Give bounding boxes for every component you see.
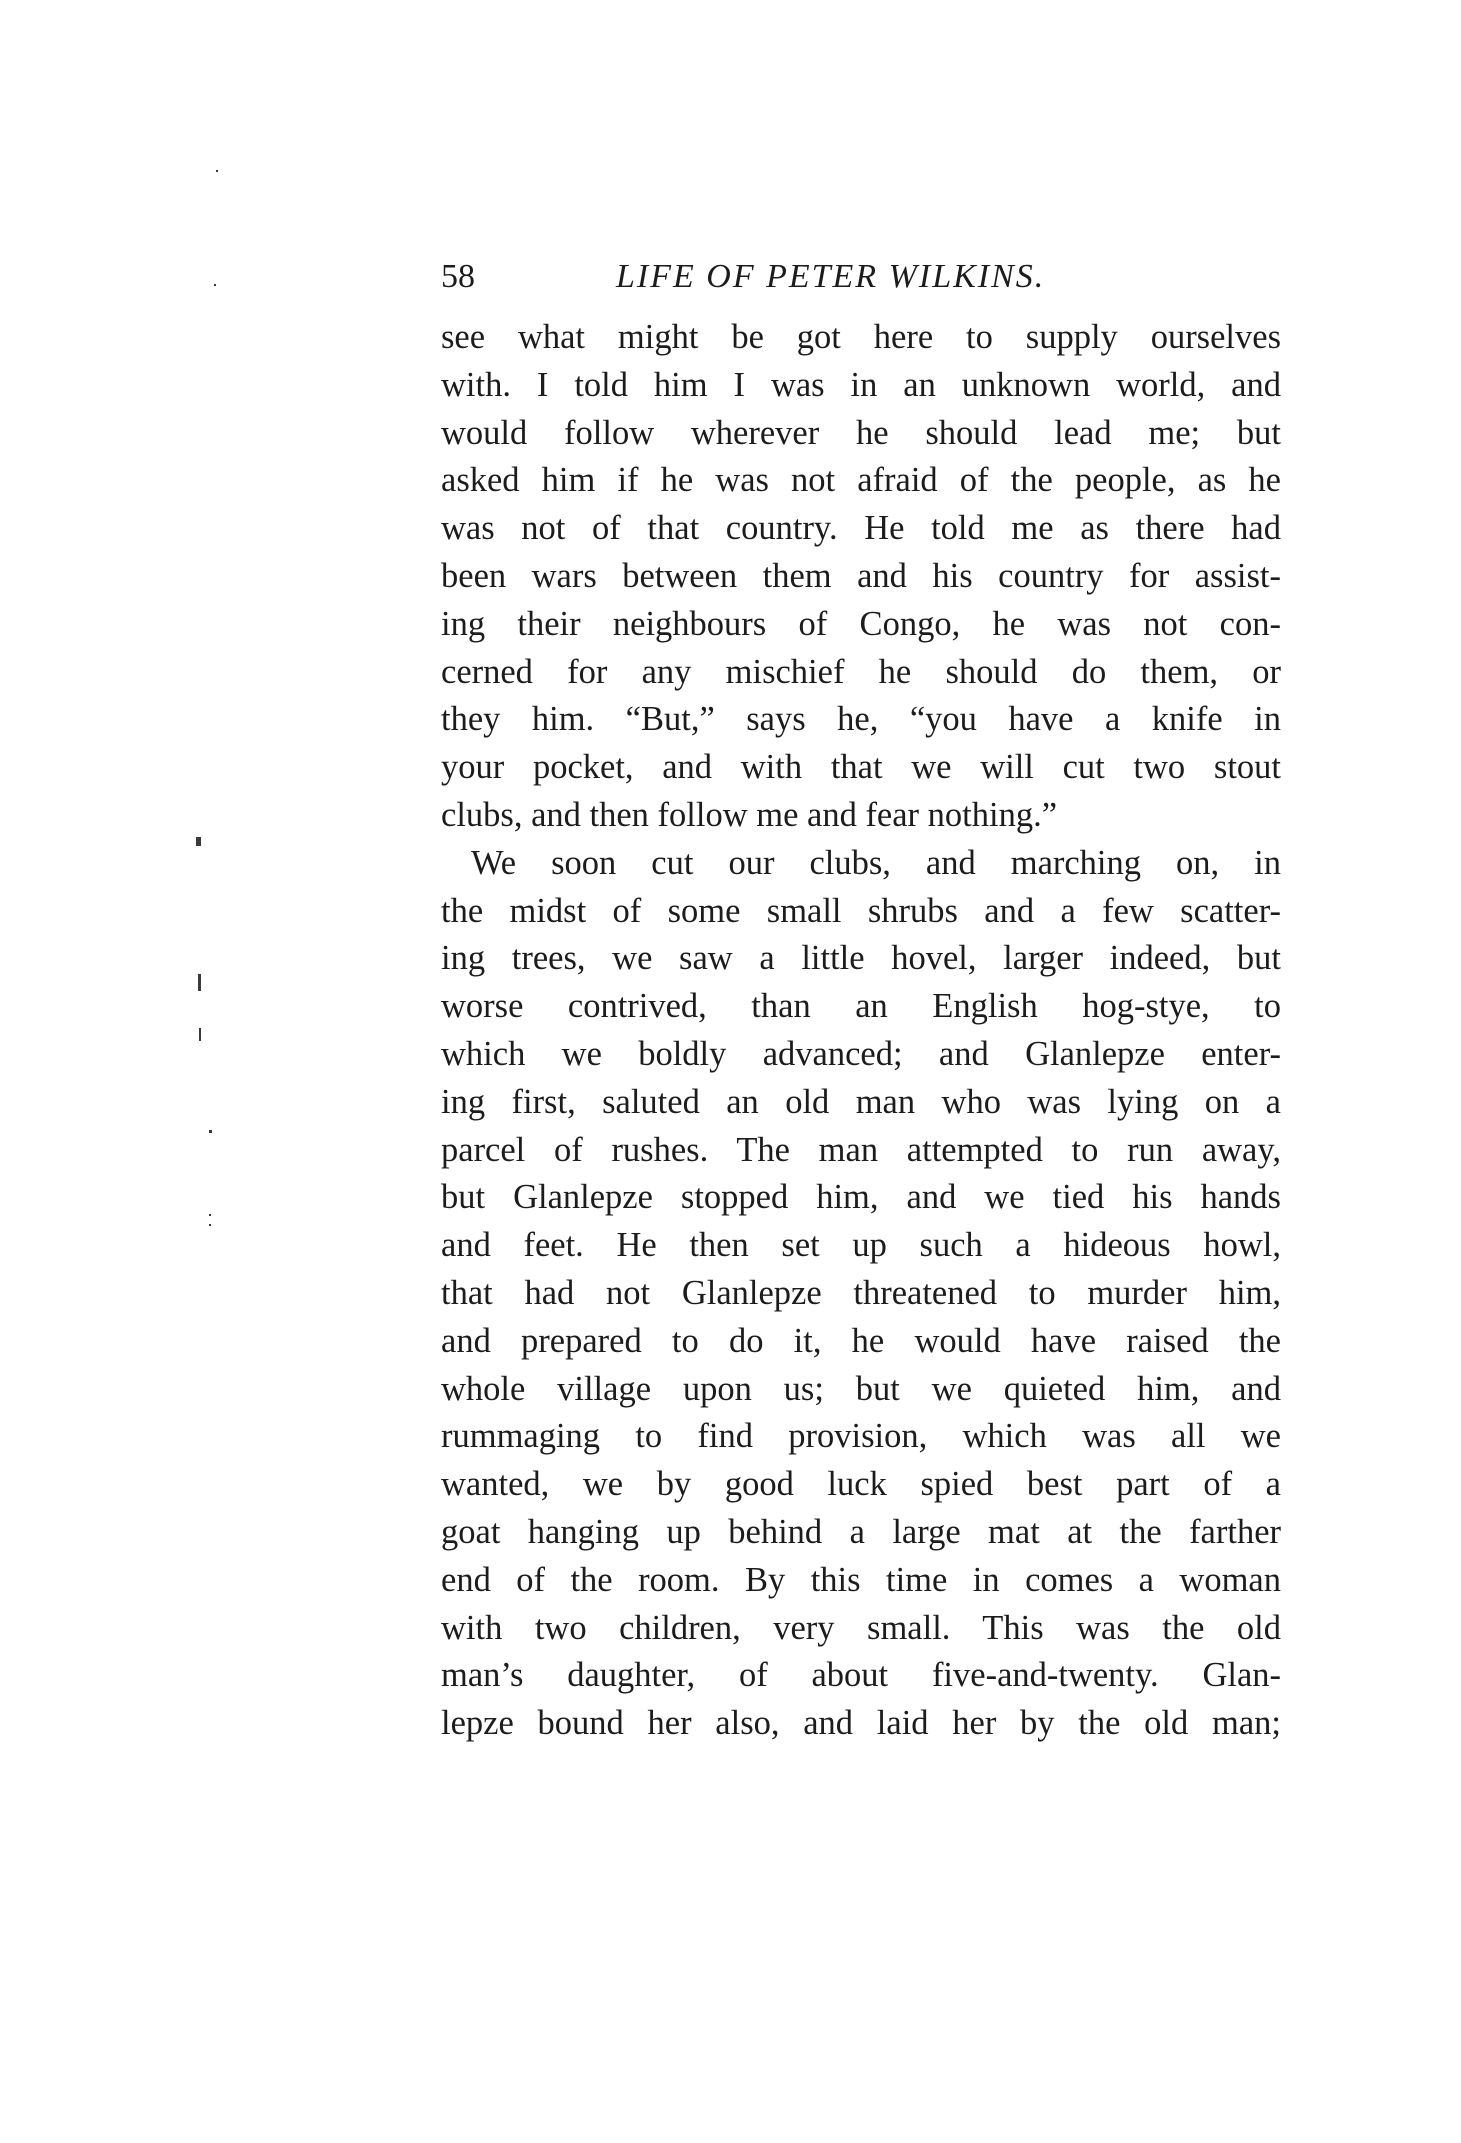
text-line: ing their neighbours of Congo, he was not con- [441, 604, 1281, 643]
text-line: been wars between them and his country for assist- [441, 556, 1281, 595]
body-text [441, 314, 1281, 1748]
text-line: your pocket, and with that we will cut two stout [441, 748, 1281, 787]
text-line: would follow wherever he should lead me; but [441, 413, 1281, 452]
paragraph-2 [441, 840, 1281, 1748]
text-line: and feet. He then set up such a hideous howl, [441, 1226, 1281, 1265]
text-line: the midst of some small shrubs and a few scatter- [441, 891, 1281, 930]
text-line: with. I told him I was in an unknown world, and [441, 365, 1281, 404]
text-line: and prepared to do it, he would have raised the [441, 1321, 1281, 1360]
text-line: rummaging to find provision, which was all we [441, 1417, 1281, 1456]
text-line: asked him if he was not afraid of the people, as he [441, 461, 1281, 500]
text-line: they him. “But,” says he, “you have a knife in [441, 700, 1281, 739]
text-line: but Glanlepze stopped him, and we tied his hands [441, 1178, 1281, 1217]
margin-speck [196, 837, 201, 846]
margin-speck [199, 1028, 201, 1041]
margin-speck [209, 1130, 212, 1133]
text-line: ing first, saluted an old man who was lying on a [441, 1082, 1281, 1121]
text-line: worse contrived, than an English hog-stye, to [441, 987, 1281, 1026]
text-line: parcel of rushes. The man attempted to run away, [441, 1130, 1281, 1169]
text-line: ing trees, we saw a little hovel, larger indeed, but [441, 939, 1281, 978]
text-line: with two children, very small. This was the old [441, 1608, 1281, 1647]
text-line: that had not Glanlepze threatened to murder him, [441, 1273, 1281, 1312]
margin-speck [209, 1214, 211, 1216]
text-line: whole village upon us; but we quieted him, and [441, 1369, 1281, 1408]
text-line: see what might be got here to supply ourselves [441, 318, 1281, 356]
text-line: wanted, we by good luck spied best part of a [441, 1465, 1281, 1504]
text-line: was not of that country. He told me as there had [441, 509, 1281, 548]
text-line: man’s daughter, of about five-and-twenty. Glan- [441, 1656, 1281, 1695]
margin-speck [198, 974, 201, 991]
margin-speck [216, 170, 218, 172]
text-line: goat hanging up behind a large mat at the farther [441, 1512, 1281, 1551]
text-line: lepze bound her also, and laid her by the old man; [441, 1704, 1281, 1743]
text-line: end of the room. By this time in comes a woman [441, 1560, 1281, 1599]
text-line: cerned for any mischief he should do them, or [441, 652, 1281, 691]
margin-speck [209, 1224, 211, 1226]
page-header [441, 252, 1281, 302]
paragraph-1 [441, 314, 1281, 840]
text-line: clubs, and then follow me and fear nothing.” [441, 795, 1058, 834]
page-number: 58 [441, 258, 475, 295]
margin-specks [190, 150, 250, 1250]
text-line: We soon cut our clubs, and marching on, in [471, 843, 1281, 882]
text-line: which we boldly advanced; and Glanlepze enter- [441, 1034, 1281, 1073]
margin-speck [214, 284, 216, 286]
running-title: LIFE OF PETER WILKINS. [616, 258, 1046, 295]
